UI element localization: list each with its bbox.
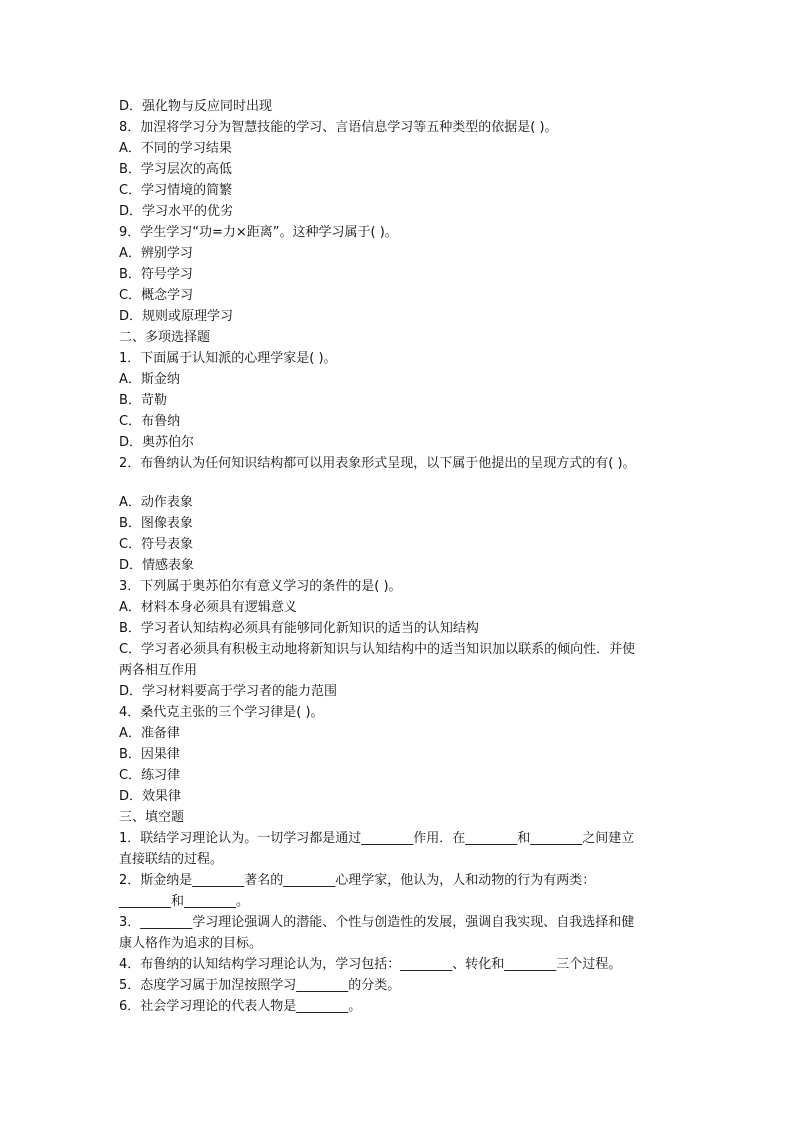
fill-question-2: 2．斯金纳是________著名的________心理学家，他认为，人和动物的行为有两类： [119,873,596,888]
mc-option-c-q1: C．布鲁纳 [119,414,181,429]
mc-option-d-q1: D．奥苏伯尔 [119,435,195,450]
question-9: 9．学生学习“功=力×距离”。这种学习属于( )。 [119,225,398,240]
mc-option-d-q2: D．情感表象 [119,558,195,573]
option-d-q8: D．学习水平的优劣 [119,204,234,219]
mc-question-4: 4．桑代克主张的三个学习律是( )。 [119,705,324,720]
option-a-q9: A．辨别学习 [119,246,193,261]
option-b-q8: B．学习层次的高低 [119,162,232,177]
option-b-q9: B．符号学习 [119,267,193,282]
blank-spacer [119,474,679,492]
fill-question-3-continued: 康人格作为追求的目标。 [119,936,263,951]
mc-option-a-q4: A．准备律 [119,726,180,741]
mc-option-b-q2: B．图像表象 [119,516,193,531]
mc-question-1: 1．下面属于认知派的心理学家是( )。 [119,351,337,366]
fill-question-6: 6．社会学习理论的代表人物是________。 [119,999,362,1014]
mc-option-c-q4: C．练习律 [119,768,181,783]
option-c-q9: C．概念学习 [119,288,194,303]
option-d-q7: D．强化物与反应同时出现 [119,99,273,114]
section-heading-fill-in: 三、填空题 [119,810,185,825]
mc-option-c-q3: C．学习者必须具有积极主动地将新知识与认知结构中的适当知识加以联系的倾向性．并使 [119,642,636,657]
mc-option-d-q4: D．效果律 [119,789,182,804]
mc-option-d-q3: D．学习材料要高于学习者的能力范围 [119,684,338,699]
mc-question-3: 3．下列属于奥苏伯尔有意义学习的条件的是( )。 [119,579,402,594]
mc-option-c-q3-continued: 两各相互作用 [119,663,198,678]
fill-question-1: 1．联结学习理论认为。一切学习都是通过________作用．在________和________之间建立 [119,831,635,846]
mc-option-b-q4: B．因果律 [119,747,180,762]
option-a-q8: A．不同的学习结果 [119,141,232,156]
fill-question-5: 5．态度学习属于加涅按照学习________的分类。 [119,978,401,993]
fill-question-2-continued: ________和________。 [119,894,250,909]
question-8: 8．加涅将学习分为智慧技能的学习、言语信息学习等五种类型的依据是( )。 [119,120,558,135]
mc-option-b-q1: B．苛勒 [119,393,167,408]
mc-option-c-q2: C．符号表象 [119,537,194,552]
mc-option-a-q1: A．斯金纳 [119,372,180,387]
mc-question-2: 2．布鲁纳认为任何知识结构都可以用表象形式呈现，以下属于他提出的呈现方式的有( )。 [119,456,636,471]
mc-option-b-q3: B．学习者认知结构必须具有能够同化新知识的适当的认知结构 [119,621,479,636]
section-heading-multiple-choice: 二、多项选择题 [119,330,211,345]
fill-question-4: 4．布鲁纳的认知结构学习理论认为，学习包括：________、转化和________三个过程。 [119,957,622,972]
fill-question-1-continued: 直接联结的过程。 [119,852,224,867]
mc-option-a-q2: A．动作表象 [119,495,193,510]
fill-question-3: 3．________学习理论强调人的潜能、个性与创造性的发展，强调自我实现、自我选择和健 [119,915,635,930]
document-page [119,96,679,1017]
option-c-q8: C．学习情境的简繁 [119,183,233,198]
option-d-q9: D．规则或原理学习 [119,309,234,324]
mc-option-a-q3: A．材料本身必须具有逻辑意义 [119,600,297,615]
